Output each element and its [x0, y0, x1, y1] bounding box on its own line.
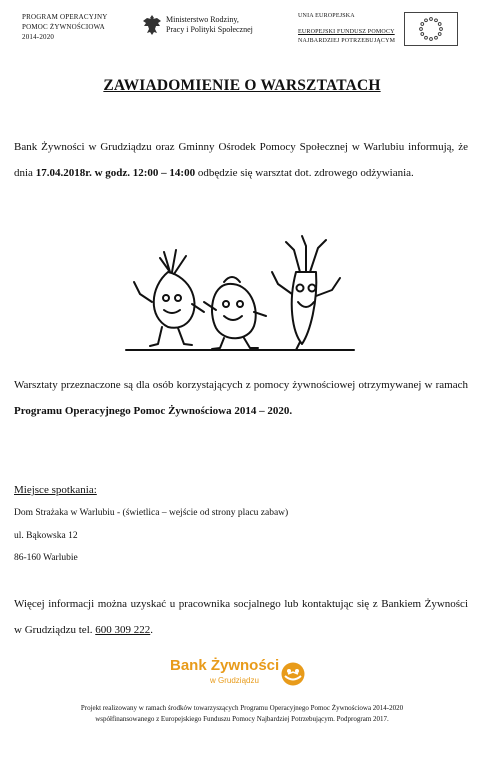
workshop-date-time: 17.04.2018r. w godz. 12:00 – 14:00: [35, 167, 196, 179]
eu-flag-icon: [404, 12, 458, 46]
vegetables-illustration: [120, 232, 360, 354]
polish-eagle-icon: [142, 13, 162, 37]
intro-paragraph: Bank Żywności w Grudziądzu oraz Gminny Ośrodek Pomocy Społecznej w Warlubiu informują, że dnia 17.04.2018r. w godz. 12:00 – 14:00 odbędzie się warsztat dot. zdrowego odżywiania.: [14, 141, 468, 179]
food-bank-mark-icon: [280, 661, 306, 687]
eu-text: UNIA EUROPEJSKA EUROPEJSKI FUNDUSZ POMOCY NAJBARDZIEJ POTRZEBUJĄCYM: [298, 13, 396, 44]
program-logo-text: PROGRAM OPERACYJNY POMOC ŻYWNOŚCIOWA 2014-2020: [22, 13, 108, 41]
logo-name: Bank Żywności: [170, 657, 280, 674]
address-line-1: Dom Strażaka w Warlubiu - (świetlica – wejście od strony placu zabaw): [14, 508, 289, 518]
address-line-2: ul. Bąkowska 12: [14, 531, 78, 541]
phone-number: 600 309 222: [95, 624, 151, 636]
target-paragraph: Warsztaty przeznaczone są dla osób korzystających z pomocy żywnościowej otrzymywanej w ramach Programu Operacyjnego Pomoc Żywnościowa 2014 – 2020.: [14, 379, 468, 417]
page-header: [0, 0, 484, 56]
footer-note: Projekt realizowany w ramach środków towarzyszących Programu Operacyjnego Pomoc Żywnościowa 2014-2020 współfinansowanego z Europejskiego Funduszu Pomocy Najbardziej Potrzebującym. Podprogram 2017.: [80, 704, 404, 723]
address-line-3: 86-160 Warlubie: [14, 553, 78, 563]
page-title: ZAWIADOMIENIE O WARSZTATACH: [103, 77, 381, 94]
info-paragraph: Więcej informacji można uzyskać u pracownika socjalnego lub kontaktując się z Bankiem Żywności w Grudziądzu tel. 600 309 222.: [14, 598, 468, 636]
ministry-name: Ministerstwo Rodziny, Pracy i Polityki Społecznej: [166, 15, 253, 34]
logo-subtitle: w Grudziądzu: [210, 676, 259, 685]
program-name: Programu Operacyjnego Pomoc Żywnościowa 2014 – 2020.: [14, 405, 293, 417]
place-heading: Miejsce spotkania:: [14, 484, 97, 496]
bank-zywnosci-logo: [170, 657, 310, 693]
